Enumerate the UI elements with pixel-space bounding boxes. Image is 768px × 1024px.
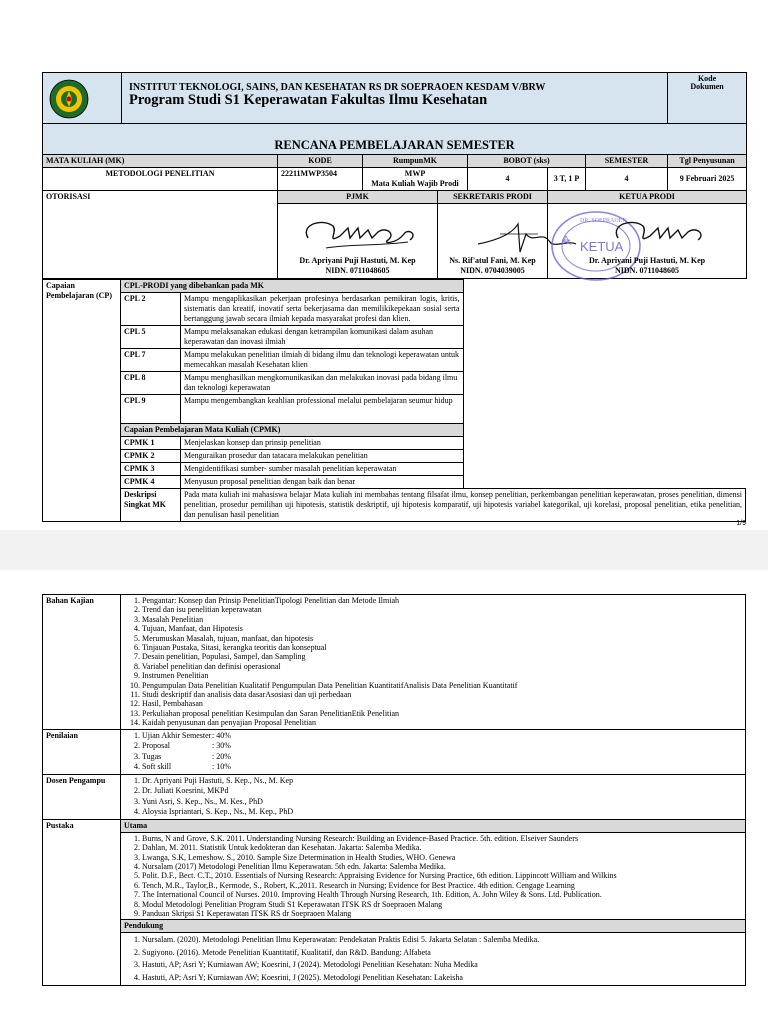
pustaka-utama-header: Utama (121, 819, 746, 832)
pustaka-label: Pustaka (43, 819, 121, 986)
cpl-row (43, 293, 746, 326)
cpmk-code: CPMK 2 (121, 450, 181, 463)
list-item: 3. Hastuti, AP; Asri Y; Kurniawan AW; Koesrini, J (2024). Metodologi Penelitian Kesehatan: Nuha Medika (142, 959, 742, 972)
pustaka-pendukung-list (124, 934, 742, 984)
bobot-total: 4 (468, 168, 548, 191)
semester-header: SEMESTER (586, 155, 668, 168)
penilaian-item-name: Ujian Akhir Semester (142, 730, 212, 740)
pjmk-name: Dr. Apriyani Puji Hastuti, M. Kep (299, 256, 416, 265)
kode-header: KODE (278, 155, 363, 168)
penilaian-item-value: : 30% (212, 741, 231, 751)
cpmk-text: Menyusun proposal penelitian dengan baik dan benar (181, 476, 464, 489)
pjmk-nidn: NIDN. 0711048605 (325, 266, 390, 275)
sekretaris-signature-block (438, 204, 548, 279)
cpl-header: CPL-PRODI yang dibebankan pada MK (121, 280, 464, 293)
deskripsi-label: Deskripsi Singkat MK (121, 489, 181, 522)
ketua-name: Dr. Apriyani Puji Hastuti, M. Kep (588, 256, 706, 265)
mata-kuliah-header: MATA KULIAH (MK) (43, 155, 278, 168)
institution-logo-icon (49, 79, 89, 119)
institution-name: INSTITUT TEKNOLOGI, SAINS, DAN KESEHATAN RS DR SOEPRAOEN KESDAM V/BRW (129, 82, 546, 93)
list-item: 2. Sugiyono. (2016). Metode Penelitian Kuantitatif, Kualitatif, dan R&D. Bandung: Alfabeta (142, 947, 742, 960)
pjmk-header: PJMK (278, 191, 438, 204)
dosen-list (124, 776, 742, 818)
penilaian-item (142, 752, 742, 763)
cpl-code: CPL 9 (121, 395, 181, 424)
ketua-header: KETUA PRODI (548, 191, 747, 204)
pjmk-signature-icon (278, 204, 438, 264)
cpmk-row (43, 463, 746, 476)
cpmk-header: Capaian Pembelajaran Mata Kuliah (CPMK) (121, 424, 464, 437)
list-item: 3. Masalah Penelitian (142, 615, 742, 624)
sekretaris-nidn: NIDN. 0704039005 (460, 266, 525, 275)
list-item: 14. Kaidah penyusunan dan penyajian Proposal Penelitian (142, 718, 742, 727)
penilaian-item (142, 762, 742, 773)
pustaka-utama-list (124, 834, 742, 919)
program-name: Program Studi S1 Keperawatan Fakultas Ilmu Kesehatan (129, 92, 488, 108)
pustaka-pendukung-content (121, 933, 746, 986)
penilaian-item-value: : 10% (212, 762, 231, 772)
penilaian-label: Penilaian (43, 729, 121, 774)
cpmk-code: CPMK 1 (121, 437, 181, 450)
stamp-text: KETUA (580, 239, 624, 254)
document-code-label (668, 73, 747, 124)
course-code: 22211MWP3504 (278, 168, 363, 191)
list-item: 2. Dahlan, M. 2011. Statistik Untuk kedokteran dan Kesehatan. Jakarta: Salemba Medika. (142, 843, 742, 852)
cpl-row (43, 372, 746, 395)
pustaka-pendukung-header: Pendukung (121, 920, 746, 933)
capaian-label: Capaian Pembelajaran (CP) (43, 280, 121, 522)
dosen-label: Dosen Pengampu (43, 774, 121, 819)
tgl-penyusunan-header: Tgl Penyusunan (668, 155, 747, 168)
cpl-text: Mampu melakukan penelitian ilmiah di bidang ilmu dan teknologi keperawatan untuk memecahkan masalah Kesehatan klien (181, 349, 464, 372)
dokumen-label: Dokumen (690, 82, 724, 91)
list-item: 3. Yuni Asri, S. Kep., Ns., M. Kes., PhD (142, 797, 742, 808)
list-item: 4. Tujuan, Manfaat, dan Hipotesis (142, 624, 742, 633)
cpl-code: CPL 2 (121, 293, 181, 326)
list-item: 7. Desain penelitian, Populasi, Sampel, dan Sampling (142, 652, 742, 661)
cpmk-row (43, 437, 746, 450)
cpl-text: Mampu melaksanakan edukasi dengan ketrampilan komunikasi dalam asuhan keperawatan dan inovasi ilmiah (181, 326, 464, 349)
list-item: 4. Nursalam (2017) Metodologi Penelitian Ilmu Keperawatan. 5th edn. Jakarta: Salemba Medika. (142, 862, 742, 871)
cpmk-row (43, 450, 746, 463)
document-page-2 (0, 570, 768, 1024)
rumpun-name: Mata Kuliah Wajib Prodi (371, 179, 459, 188)
dosen-content (121, 774, 746, 819)
ketua-signature-icon (588, 204, 748, 264)
cpl-row (43, 349, 746, 372)
cpmk-text: Menguraikan prosedur dan tatacara melakukan penelitian (181, 450, 464, 463)
cpl-text: Mampu menghasilkan mengkomunikasikan dan melakukan inovasi pada bidang ilmu dan teknologi keperawatan (181, 372, 464, 395)
list-item: 12. Hasil, Pembahasan (142, 699, 742, 708)
list-item: 8. Modul Metodologi Penelitian Program Studi S1 Keperawatan ITSK RS dr Soepraoen Malang (142, 900, 742, 909)
cpl-row (43, 395, 746, 424)
cpl-row (43, 326, 746, 349)
course-semester: 4 (586, 168, 668, 191)
cpmk-code: CPMK 3 (121, 463, 181, 476)
sekretaris-header: SEKRETARIS PRODI (438, 191, 548, 204)
cpmk-code: CPMK 4 (121, 476, 181, 489)
list-item: 11. Studi deskriptif dan analisis data dasarAsosiasi dan uji perbedaan (142, 690, 742, 699)
course-date: 9 Februari 2025 (668, 168, 747, 191)
list-item: 1. Burns, N and Grove, S.K. 2011. Understanding Nursing Research: Building an Evidence-Based Practice. 5th. edition. Elseiver Saunders (142, 834, 742, 843)
cpmk-row (43, 476, 746, 489)
rps-sheet-2 (42, 594, 746, 986)
cpl-text: Mampu mengaplikasikan pekerjaan profesinya berdasarkan pemikiran logis, kritis, sistematis dan kreatif, inovatif serta bekerjasama dan memilikikepekaan sosial serta bertanggung jawab secara ilmiah kepada masyarakat profesi dan klien. (181, 293, 464, 326)
pustaka-utama-content (121, 832, 746, 920)
list-item: 3. Lwanga, S.K, Lemeshow. S., 2010. Sample Size Determination in Health Studies, WHO. Genewa (142, 853, 742, 862)
pjmk-signature-block (278, 204, 438, 279)
document-title: RENCANA PEMBELAJARAN SEMESTER (43, 124, 747, 155)
penilaian-content (121, 729, 746, 774)
cpl-text: Mampu mengembangkan keahlian professional melalui pembelajaran seumur hidup (181, 395, 464, 424)
course-rumpun (363, 168, 468, 191)
stamp-arc-text: DR. SOEPRAOEN (580, 218, 627, 224)
list-item: 9. Panduan Skripsi S1 Keperawatan ITSK RS dr Soepraoen Malang (142, 909, 742, 918)
list-item: 10. Pengumpulan Data Penelitian Kualitatif Pengumpulan Data Penelitian KuantitatifAnalisis Data Penelitian Kuantitatif (142, 681, 742, 690)
list-item: 8. Variabel penelitian dan definisi operasional (142, 662, 742, 671)
institution-header (43, 73, 668, 124)
ketua-signature-block (548, 204, 747, 279)
list-item: 1. Dr. Apriyani Puji Hastuti, S. Kep., Ns., M. Kep (142, 776, 742, 787)
penilaian-list (124, 731, 742, 773)
list-item: 6. Tinjauan Pustaka, Sitasi, kerangka teoritis dan konseptual (142, 643, 742, 652)
rumpun-code: MWP (404, 169, 426, 178)
list-item: 9. Instrumen Penelitian (142, 671, 742, 680)
rps-sheet-1 (42, 72, 746, 522)
list-item: 2. Dr. Juliati Koesrini, MKPd (142, 786, 742, 797)
list-item: 4. Aloysia Ispriantari, S. Kep., Ns., M. Kep., PhD (142, 807, 742, 818)
bobot-header: BOBOT (sks) (468, 155, 586, 168)
course-name: METODOLOGI PENELITIAN (43, 168, 278, 191)
otorisasi-label: OTORISASI (43, 191, 278, 279)
cpmk-text: Menjelaskan konsep dan prinsip penelitian (181, 437, 464, 450)
penilaian-item-value: : 20% (212, 751, 231, 761)
bahan-kajian-content (121, 595, 746, 730)
page-number: 1/9 (736, 520, 746, 527)
list-item: 1. Pengantar: Konsep dan Prinsip PenelitianTipologi Penelitian dan Metode Ilmiah (142, 596, 742, 605)
list-item: 5. Merumuskan Masalah, tujuan, manfaat, dan hipotesis (142, 634, 742, 643)
cpl-code: CPL 5 (121, 326, 181, 349)
penilaian-item-value: : 40% (212, 730, 231, 740)
penilaian-item (142, 731, 742, 742)
bahan-kajian-label: Bahan Kajian (43, 595, 121, 730)
penilaian-item-name: Tugas (142, 751, 162, 761)
list-item: 1. Nursalam. (2020). Metodologi Penelitian Ilmu Keperawatan: Pendekatan Praktis Edisi 5. Jakarta Selatan : Salemba Medika. (142, 934, 742, 947)
penilaian-item-name: Proposal (142, 741, 170, 751)
list-item: 7. The International Council of Nurses. 2010. Improving Health Through Nursing Research, 1th. Edition, A. John Wiley & Sons. Ltd. Publication. (142, 890, 742, 899)
sekretaris-name: Ns. Rif'atul Fani, M. Kep (449, 256, 536, 265)
kode-label: Kode (697, 74, 717, 83)
penilaian-item-name: Soft skill (142, 762, 172, 772)
list-item: 2. Trend dan isu penelitian keperawatan (142, 605, 742, 614)
list-item: 5. Polit. D.F., Bect. C.T., 2010. Essentials of Nursing Research: Appraising Evidence for Nursing Practice, 6th edition. Lippincott William and Wilkins (142, 871, 742, 880)
cpmk-text: Mengidentifikasi sumber- sumber masalah penelitian keperawatan (181, 463, 464, 476)
cpl-code: CPL 8 (121, 372, 181, 395)
bobot-detail: 3 T, 1 P (548, 168, 586, 191)
list-item: 13. Perkuliahan proposal penelitian Kesimpulan dan Saran PenelitianEtik Penelitian (142, 709, 742, 718)
list-item: 6. Tench, M.R., Taylor,B., Kermode, S., Robert, K.,2011. Research in Nursing; Evidence for Best Practice. 4th edition. Cengage Learning (142, 881, 742, 890)
cpl-code: CPL 7 (121, 349, 181, 372)
list-item: 4. Hastuti, AP; Asri Y; Kurniawan AW; Koesrini, J (2025). Metodologi Penelitian Kesehatan: Lakeisha (142, 972, 742, 985)
deskripsi-text: Pada mata kuliah ini mahasiswa belajar Mata kuliah ini membahas tentang filsafat ilmu, konsep penelitian, perkembangan penelitian keperawatan, proses penelitian, dimensi penelitian, prosedur pemilihan uji hipotesis, statistik deskriptif, uji hipotesis komparatif, uji hipotesis variabel kategorikal, uji korelasi, proposal penelitian, etika penelitian, dan penulisan hasil penelitian (181, 489, 746, 522)
bahan-kajian-list (124, 596, 742, 728)
ketua-nidn: NIDN. 0711048605 (615, 266, 680, 275)
rumpun-header: RumpunMK (363, 155, 468, 168)
penilaian-item (142, 741, 742, 752)
